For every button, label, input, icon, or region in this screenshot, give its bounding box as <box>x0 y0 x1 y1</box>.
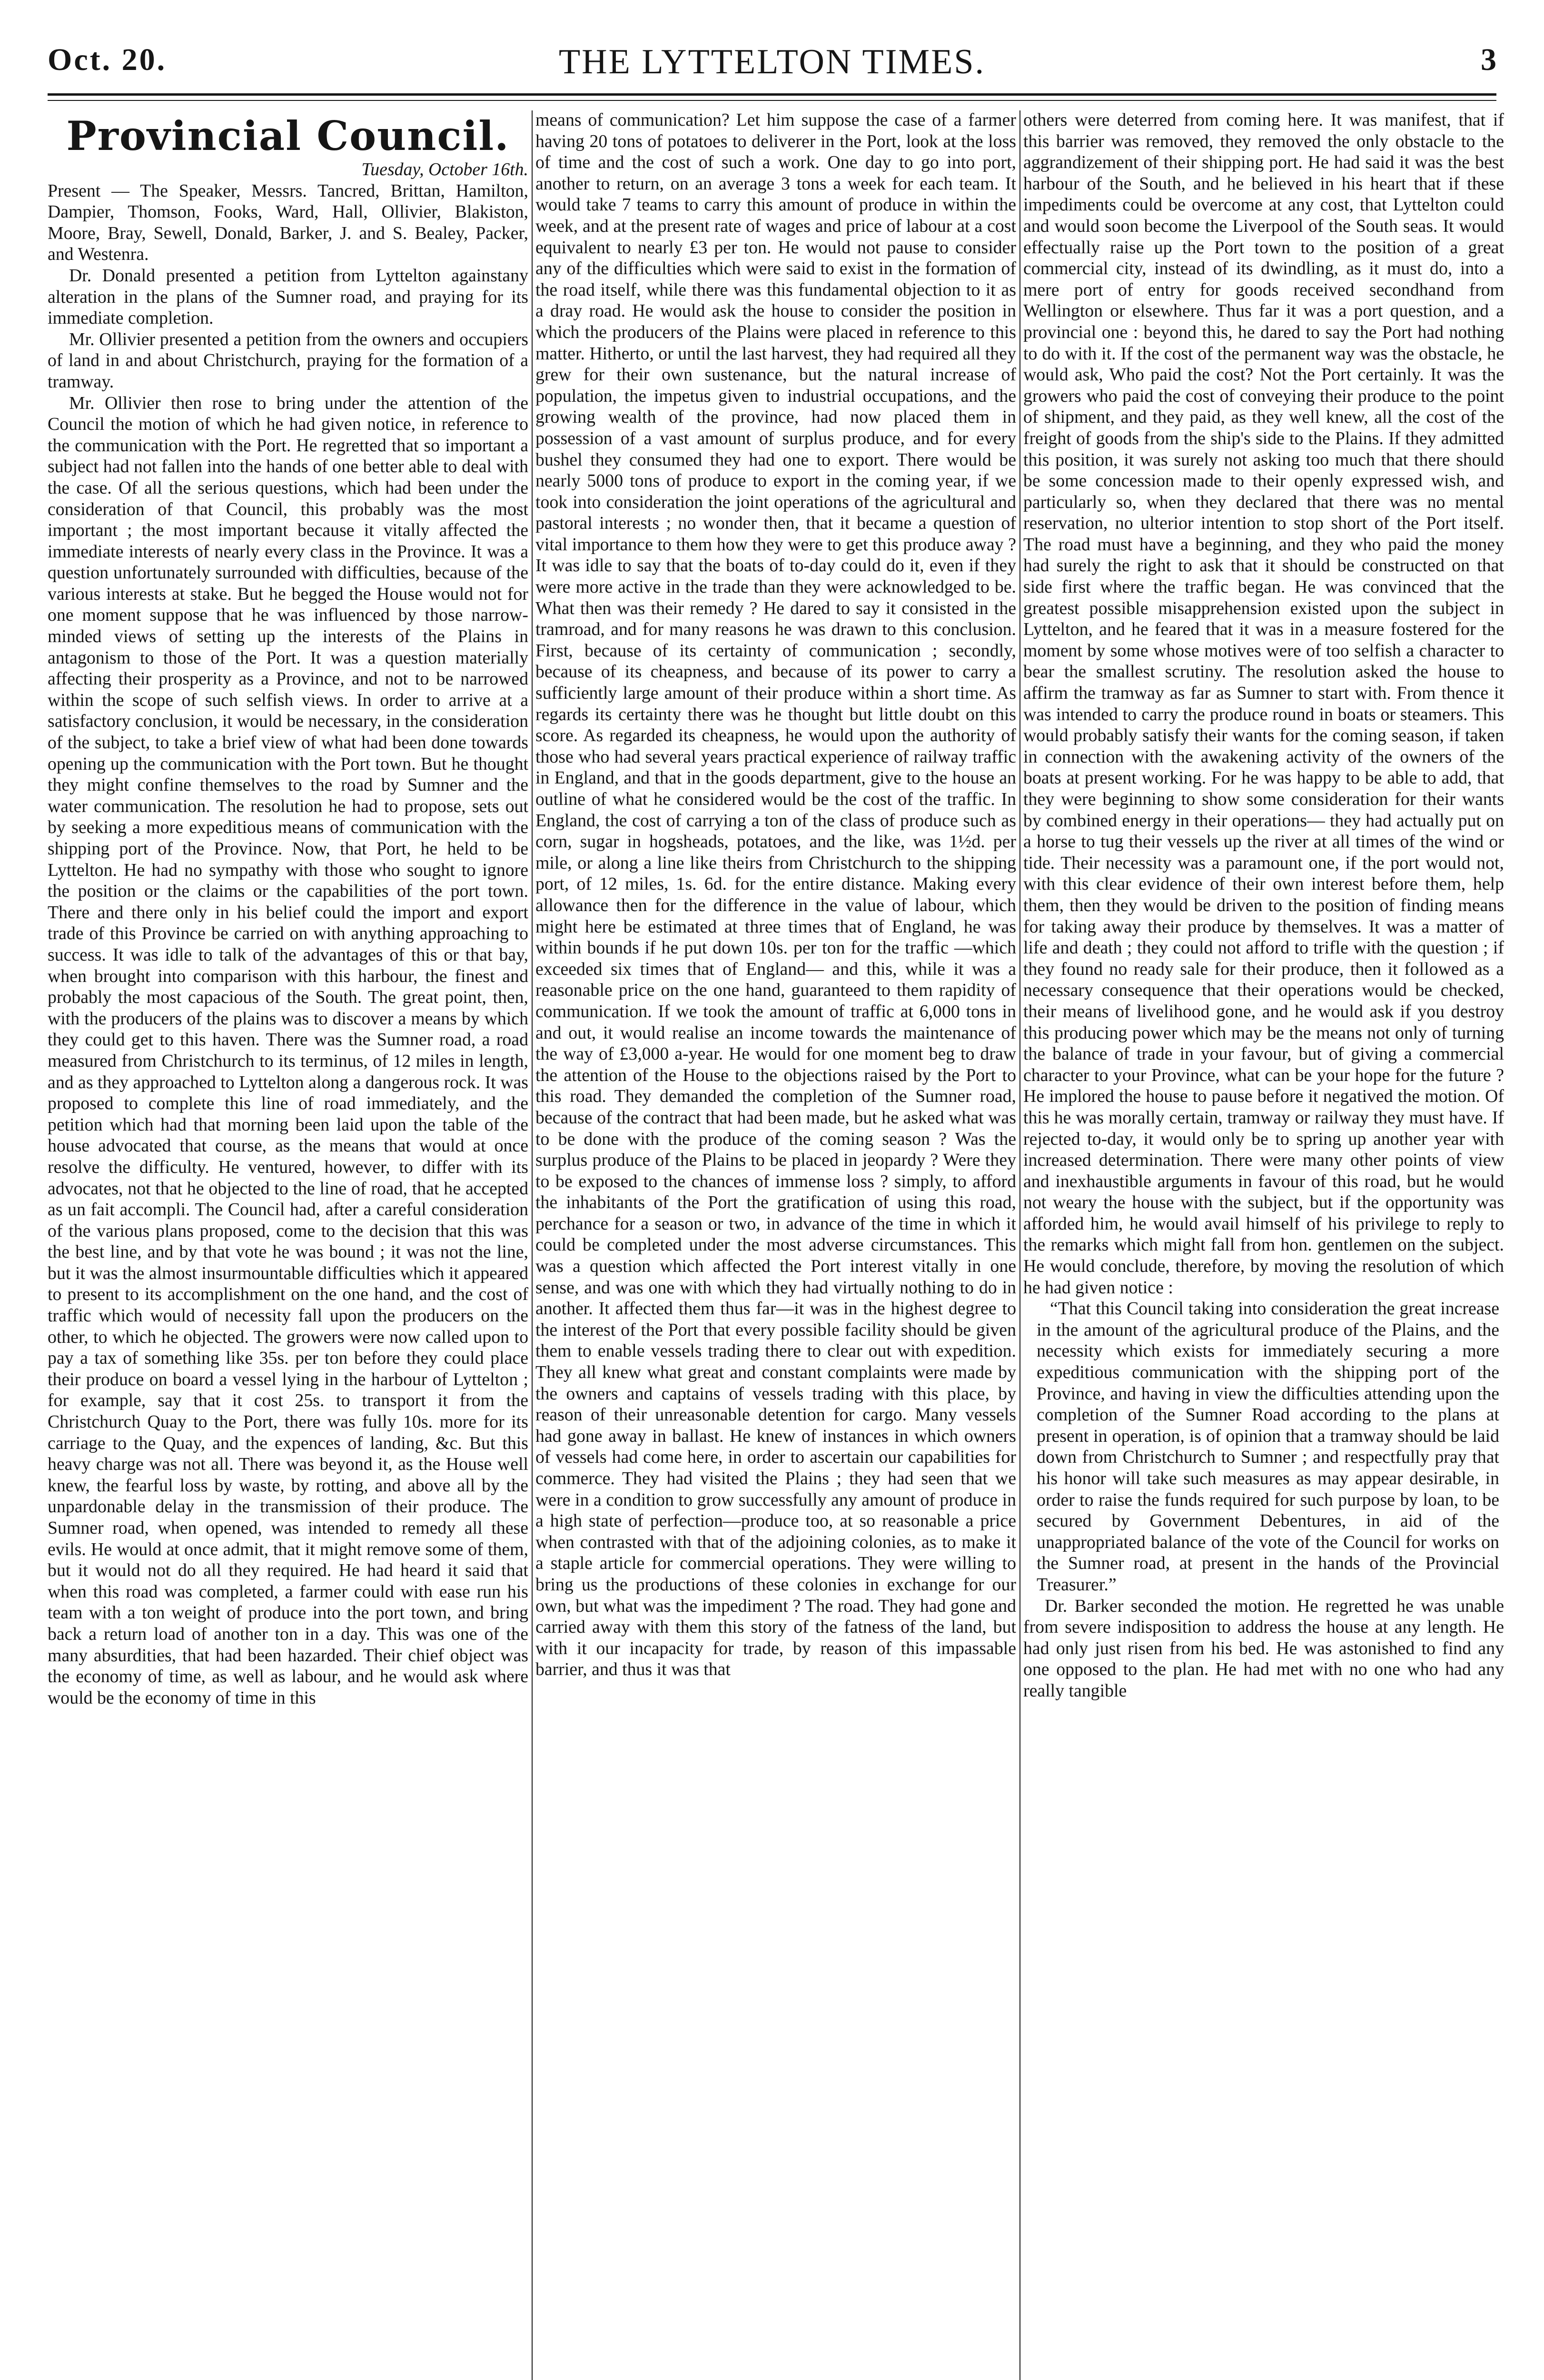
paragraph: means of communication? Let him suppose the case of a farmer having 20 tons of potatoes to deliverer in the Port, look at the loss of time and the cost of such a work. One day to go into port, another to return, on an average 3 tons a week for each team. It would take 7 teams to carry this amount of produce in within the week, and at the present rate of wages and price of labour at a cost equivalent to nearly £3 per ton. He would not pause to consider any of the difficulties which were said to exist in the formation of the road itself, while there was this fundamental objection to it as a dray road. He would ask the house to consider the position in which the producers of the Plains were placed in reference to this matter. Hitherto, or until the last harvest, they had required all they grew for their own sustenance, but the natural increase of population, the impetus given to industrial occupations, and the growing wealth of the province, had now placed them in possession of a vast amount of surplus produce, and for every bushel they consumed they had one to export. There would be nearly 5000 tons of produce to export in the coming year, if we took into consideration the joint operations of the agricultural and pastoral interests ; no wonder then, that it became a question of vital importance to them how they were to get this produce away ? It was idle to say that the boats of to-day could do it, even if they were more active in the trade than they were acknowledged to be. What then was their remedy ? He dared to say it consisted in the tramroad, and for many reasons he was drawn to this conclusion. First, because of its certainty of communication ; secondly, because of its cheapness, and because of its power to carry a sufficiently large amount of their produce within a short time. As regards its certainty there was he thought but little doubt on this score. As regarded its cheapness, he would upon the authority of those who had several years practical experience of railway traffic in England, and that in the goods department, give to the house an outline of what he considered would be the cost of the traffic. In England, the cost of carrying a ton of the class of produce such as corn, sugar in hogsheads, potatoes, and the like, was 1½d. per mile, or along a line like theirs from Christchurch to the shipping port, of 12 miles, 1s. 6d. for the entire distance. Making every allowance then for the difference in the value of labour, which might here be estimated at three times that of England, he was within bounds if he put down 10s. per ton for the traffic —which exceeded six times that of England— and this, while it was a reasonable price on the one hand, guaranteed to them rapidity of communication. If we took the amount of traffic at 6,000 tons in and out, it would realise an income towards the maintenance of the way of £3,000 a-year. He would for one moment beg to draw the attention of the House to the objections raised by the Port to this road. They demanded the completion of the Sumner road, because of the contract that had been made, but he asked what was to be done with the produce of the coming season ? Was the surplus produce of the Plains to be placed in jeopardy ? Were they to be exposed to the chances of immense loss ? simply, to afford the inhabitants of the Port the gratification of using this road, perchance for a season or two, in advance of the time in which it could be completed under the most adverse circumstances. This was a question which affected the Port interest vitally in one sense, and was one with which they had virtually nothing to do in another. It affected them thus far—it was in the highest degree to the interest of the Port that every possible facility should be given them to enable vessels trading there to clear out with expedition. They all knew what great and constant complaints were made by the owners and captains of vessels trading with this place, by reason of their unreasonable detention for cargo. Many vessels had gone away in ballast. He knew of instances in which owners of vessels had come here, in order to ascertain our capabilities for commerce. They had visited the Plains ; they had seen that we were in a condition to grow successfully any amount of produce in a high state of perfection—produce too, at so reasonable a price when contrasted with that of the adjoining colonies, as to make it a staple article for commercial operations. They were willing to bring us the productions of these colonies in exchange for our own, but what was the impediment ? The road. They had gone and carried away with them this story of the fatness of the land, but with it our incapacity for trade, by reason of this impassable barrier, and thus it was that <box>535 110 1016 1680</box>
paragraph: Mr. Ollivier then rose to bring under the attention of the Council the motion of which he had given notice, in reference to the communication with the Port. He regretted that so important a subject had not fallen into the hands of one better able to deal with the case. Of all the serious questions, which had been under the consideration of that Council, this probably was the most important ; the most important because it vitally affected the immediate interests of nearly every class in the Province. It was a question unfortunately surrounded with difficulties, because of the various interests at stake. But he begged the House would not for one moment suppose that he was influenced by those narrow-minded views of setting up the interests of the Plains in antagonism to those of the Port. It was a question materially affecting their prosperity as a Province, and not to be narrowed within the scope of such selfish views. In order to arrive at a satisfactory conclusion, it would be necessary, in the consideration of the subject, to take a brief view of what had been done towards opening up the communication with the Port town. But he thought they might confine themselves to the road by Sumner and the water communication. The resolution he had to propose, sets out by seeking a more expeditious means of communication with the shipping port of the Province. Now, that Port, he held to be Lyttelton. He had no sympathy with those who sought to ignore the position or the claims or the capabilities of the port town. There and there only in his belief could the import and export trade of this Province be carried on with anything approaching to success. It was idle to talk of the advantages of this or that bay, when brought into comparison with this harbour, the finest and probably the most capacious of the South. The great point, then, with the producers of the plains was to discover a means by which they could get to this haven. There was the Sumner road, a road measured from Christchurch to its terminus, of 12 miles in length, and as they approached to Lyttelton along a dangerous rock. It was proposed to complete this line of road immediately, and the petition which had that morning been laid upon the table of the house advocated that course, as the means that would at once resolve the difficulty. He ventured, however, to differ with its advocates, not that he objected to the line of road, that he accepted as un fait accompli. The Council had, after a careful consideration of the various plans proposed, come to the decision that this was the best line, and by that vote he was bound ; it was not the line, but it was the almost insurmountable difficulties which it appeared to present to its accomplishment on the one hand, and the cost of traffic which would of necessity fall upon the producers on the other, to which he objected. The growers were now called upon to pay a tax of something like 35s. per ton before they could place their produce on board a vessel lying in the harbour of Lyttelton ; for example, say that it cost 25s. to transport it from the Christchurch Quay to the Port, there was fully 10s. more for its carriage to the Quay, and the expences of landing, &c. But this heavy charge was not all. There was beyond it, as the House well knew, the fearful loss by waste, by rotting, and above all by the unpardonable delay in the transmission of their produce. The Sumner road, when opened, was intended to remedy all these evils. He would at once admit, that it might remove some of them, but it would not do all they required. He had heard it said that when this road was completed, a farmer could with ease run his team with a ton weight of produce into the port town, and bring back a return load of another ton in a day. This was one of the many absurdities, that had been hazarded. Their chief object was the economy of time, as well as labour, and he would ask where would be the economy of time in this <box>48 393 528 1708</box>
article-column-1 <box>48 109 528 2380</box>
column-divider <box>1019 110 1020 2380</box>
paragraph: Dr. Donald presented a petition from Lyttelton againstany alteration in the plans of the Sumner road, and praying for its immediate completion. <box>48 265 528 328</box>
masthead-rule-thin <box>48 100 1496 101</box>
column-divider <box>532 110 533 2380</box>
paragraph: others were deterred from coming here. It was manifest, that if this barrier was removed, they removed the only obstacle to the aggrandizement of their shipping port. He had said it was the best harbour of the South, and he believed in his heart that if these impediments could be overcome at any cost, that Lyttelton could and would soon become the Liverpool of the South seas. It would effectually raise up the Port town to the position of a great commercial city, instead of its dwindling, as it must do, into a mere port of entry for goods received secondhand from Wellington or elsewhere. Thus far it was a port question, and a provincial one : beyond this, he dared to say the Port had nothing to do with it. If the cost of the permanent way was the obstacle, he would ask, Who paid the cost? Not the Port certainly. It was the growers who paid the cost of conveying their produce to the point of shipment, and they paid, as they well knew, all the cost of the freight of goods from the ship's side to the Plains. If they admitted this position, it was surely not asking too much that there should be some concession made to their openly expressed wish, and particularly so, when they declared that there was no mental reservation, no ulterior intention to stop short of the Port itself. The road must have a beginning, and they who paid the money had surely the right to ask that it should be constructed on that side first where the traffic began. He was convinced that the greatest possible misapprehension existed upon the subject in Lyttelton, and he feared that it was in a measure fostered for the moment by some whose motives were of too selfish a character to bear the smallest scrutiny. The resolution asked the house to affirm the tramway as far as Sumner to start with. From thence it was intended to carry the produce round in boats or steamers. This would probably satisfy their wants for the coming season, if taken in connection with the awakening activity of the owners of the boats at present working. For he was happy to be able to add, that they were beginning to show some consideration for their wants by combined energy in their operations— they had actually put on a horse to tug their vessels up the river at all times of the wind or tide. Their necessity was a paramount one, if the port would not, with this clear evidence of their own interest before them, help them, then they would be driven to the position of finding means for taking away their produce by themselves. It was a matter of life and death ; they could not afford to trifle with the question ; if they found no ready sale for their produce, then it followed as a necessary consequence that their operations would be checked, their means of livelihood gone, and he would ask if you destroy this producing power which may be the means not only of turning the balance of trade in your favour, but of giving a commercial character to your Province, what can be your hope for the future ? He implored the house to pause before it negatived the motion. Of this he was morally certain, tramway or railway they must have. If rejected to-day, it would only be to spring up another year with increased determination. There were many other points of view and inexhaustible arguments in favour of this road, but he would not weary the house with the subject, but if the opportunity was afforded him, he would avail himself of his privilege to reply to the remarks which might fall from hon. gentlemen on the subject. He would conclude, therefore, by moving the resolution of which he had given notice : <box>1023 110 1504 1298</box>
newspaper-title: THE LYTTELTON TIMES. <box>558 42 985 81</box>
resolution-quote: “That this Council taking into consideration the great increase in the amount of the agricultural produce of the Plains, and the necessity which exists for immediately securing a more expeditious communication with the shipping port of the Province, and having in view the difficulties attending upon the completion of the Sumner Road according to the plans at present in operation, is of opinion that a tramway should be laid down from Christchurch to Sumner ; and respectfully pray that his honor will take such measures as may appear desirable, in order to raise the funds required for such purpose by loan, to be secured by Government Debentures, in aid of the unappropriated balance of the vote of the Council for works on the Sumner road, at present in the hands of the Provincial Treasurer.” <box>1037 1299 1499 1595</box>
paragraph: Present — The Speaker, Messrs. Tancred, Brittan, Hamilton, Dampier, Thomson, Fooks, Ward, Hall, Ollivier, Blakiston, Moore, Bray, Sewell, Donald, Barker, J. and S. Bealey, Packer, and Westenra. <box>48 180 528 265</box>
paragraph: Dr. Barker seconded the motion. He regretted he was unable from severe indisposition to address the house at any length. He had only just risen from his bed. He was astonished to find any one opposed to the plan. He had met with no one who had any really tangible <box>1023 1596 1504 1701</box>
masthead-rule <box>48 93 1496 96</box>
masthead <box>48 42 1496 86</box>
article-column-2 <box>535 109 1016 2380</box>
article-column-3 <box>1023 109 1504 2380</box>
paragraph: Mr. Ollivier presented a petition from the owners and occupiers of land in and about Christchurch, praying for the formation of a tramway. <box>48 329 528 392</box>
section-heading: Provincial Council. <box>66 112 510 159</box>
article-dateline: Tuesday, October 16th. <box>361 159 528 179</box>
issue-date: Oct. 20. <box>48 42 167 77</box>
page-number: 3 <box>1481 42 1496 77</box>
